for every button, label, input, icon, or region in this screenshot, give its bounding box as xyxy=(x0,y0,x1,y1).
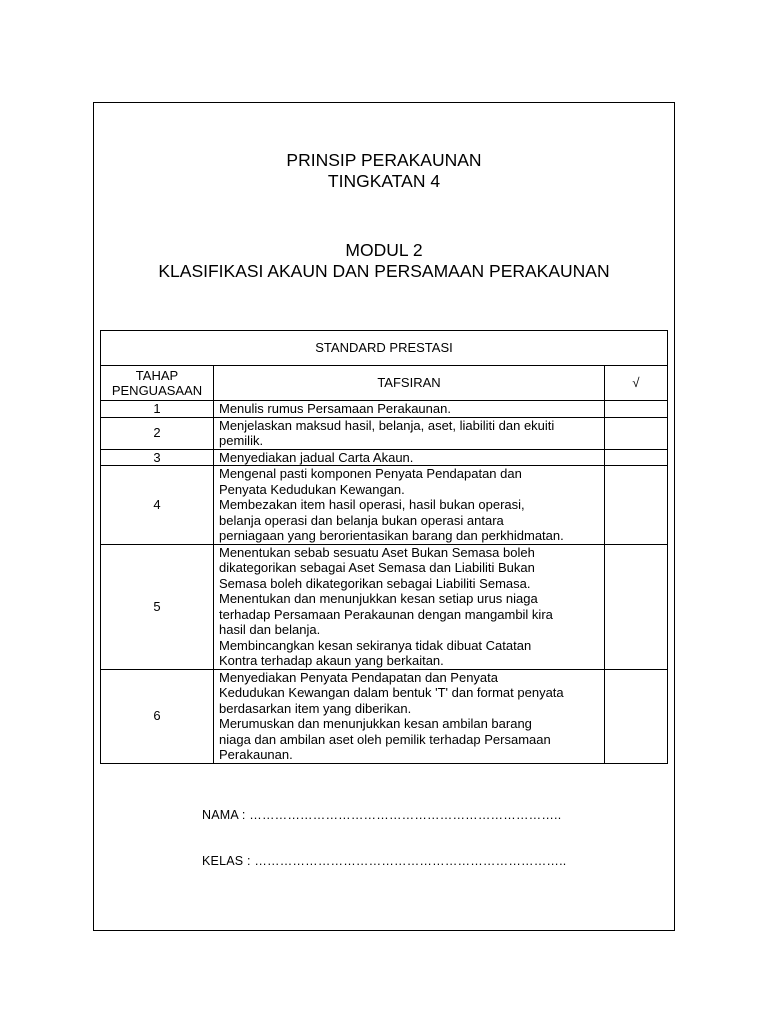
module-number: MODUL 2 xyxy=(345,240,423,260)
table-row xyxy=(101,449,668,466)
interpretation-line: Penyata Kedudukan Kewangan. xyxy=(219,481,405,497)
grade-level: TINGKATAN 4 xyxy=(327,171,441,191)
interpretation-cell xyxy=(214,669,605,763)
interpretation-line: Membezakan item hasil operasi, hasil bukan operasi, xyxy=(219,497,525,512)
module-heading xyxy=(0,240,768,282)
table-row xyxy=(101,669,668,763)
mastery-level-cell: 2 xyxy=(101,417,214,449)
interpretation-line: Menentukan dan menunjukkan kesan setiap urus niaga xyxy=(219,591,538,606)
interpretation-line: hasil dan belanja. xyxy=(219,622,321,637)
interpretation-cell xyxy=(214,401,605,418)
interpretation-cell xyxy=(214,544,605,669)
module-title: KLASIFIKASI AKAUN DAN PERSAMAAN PERAKAUNAN xyxy=(158,261,610,281)
table-caption-row xyxy=(101,331,668,366)
column-header-interpretation: TAFSIRAN xyxy=(214,366,605,401)
table-row xyxy=(101,466,668,545)
checkmark-cell[interactable] xyxy=(605,417,668,449)
interpretation-line: niaga dan ambilan aset oleh pemilik terhadap Persamaan xyxy=(219,731,551,747)
subject-heading xyxy=(0,150,768,192)
checkmark-cell[interactable] xyxy=(605,669,668,763)
mastery-level-cell: 1 xyxy=(101,401,214,418)
interpretation-line: berdasarkan item yang diberikan. xyxy=(219,700,412,716)
mastery-level-cell: 3 xyxy=(101,449,214,466)
column-header-level-line: TAHAP xyxy=(135,367,179,383)
interpretation-line: dikategorikan sebagai Aset Semasa dan Liabiliti Bukan xyxy=(219,560,535,575)
checkmark-cell[interactable] xyxy=(605,449,668,466)
interpretation-line: Perakaunan. xyxy=(219,747,293,762)
interpretation-line: Menentukan sebab sesuatu Aset Bukan Semasa boleh xyxy=(219,544,535,560)
interpretation-line: Membincangkan kesan sekiranya tidak dibuat Catatan xyxy=(219,637,532,653)
mastery-level-cell: 5 xyxy=(101,544,214,669)
interpretation-cell xyxy=(214,417,605,449)
interpretation-line: Menjelaskan maksud hasil, belanja, aset, liabiliti dan ekuiti xyxy=(219,417,555,433)
table-caption: STANDARD PRESTASI xyxy=(101,331,668,366)
interpretation-line: terhadap Persamaan Perakaunan dengan mangambil kira xyxy=(219,606,553,622)
subject-title: PRINSIP PERAKAUNAN xyxy=(286,150,482,170)
column-header-level-line: PENGUASAAN xyxy=(111,383,203,398)
checkmark-cell[interactable] xyxy=(605,401,668,418)
interpretation-line: Menulis rumus Persamaan Perakaunan. xyxy=(219,401,451,416)
interpretation-line: Menyediakan jadual Carta Akaun. xyxy=(219,449,414,465)
interpretation-line: Semasa boleh dikategorikan sebagai Liabiliti Semasa. xyxy=(219,575,531,591)
interpretation-line: pemilik. xyxy=(219,433,264,448)
table-row xyxy=(101,417,668,449)
table-row xyxy=(101,544,668,669)
table-header-row xyxy=(101,366,668,401)
interpretation-line: Merumuskan dan menunjukkan kesan ambilan barang xyxy=(219,716,532,731)
column-header-level xyxy=(101,366,214,401)
checkmark-cell[interactable] xyxy=(605,466,668,545)
interpretation-line: Mengenal pasti komponen Penyata Pendapatan dan xyxy=(219,466,522,481)
interpretation-cell xyxy=(214,449,605,466)
column-header-checkmark: √ xyxy=(605,366,668,401)
interpretation-line: Kontra terhadap akaun yang berkaitan. xyxy=(219,653,444,668)
table-row xyxy=(101,401,668,418)
mastery-level-cell: 6 xyxy=(101,669,214,763)
name-field-line: NAMA : ……………………………………………………………….. xyxy=(202,808,562,822)
performance-standard-table xyxy=(100,330,668,764)
interpretation-cell xyxy=(214,466,605,545)
class-field-line: KELAS : ……………………………………………………………….. xyxy=(202,854,567,868)
checkmark-cell[interactable] xyxy=(605,544,668,669)
mastery-level-cell: 4 xyxy=(101,466,214,545)
interpretation-line: Menyediakan Penyata Pendapatan dan Penyata xyxy=(219,669,498,685)
interpretation-line: Kedudukan Kewangan dalam bentuk 'T' dan format penyata xyxy=(219,685,564,700)
interpretation-line: belanja operasi dan belanja bukan operasi antara xyxy=(219,512,504,528)
interpretation-line: perniagaan yang berorientasikan barang dan perkhidmatan. xyxy=(219,528,564,543)
